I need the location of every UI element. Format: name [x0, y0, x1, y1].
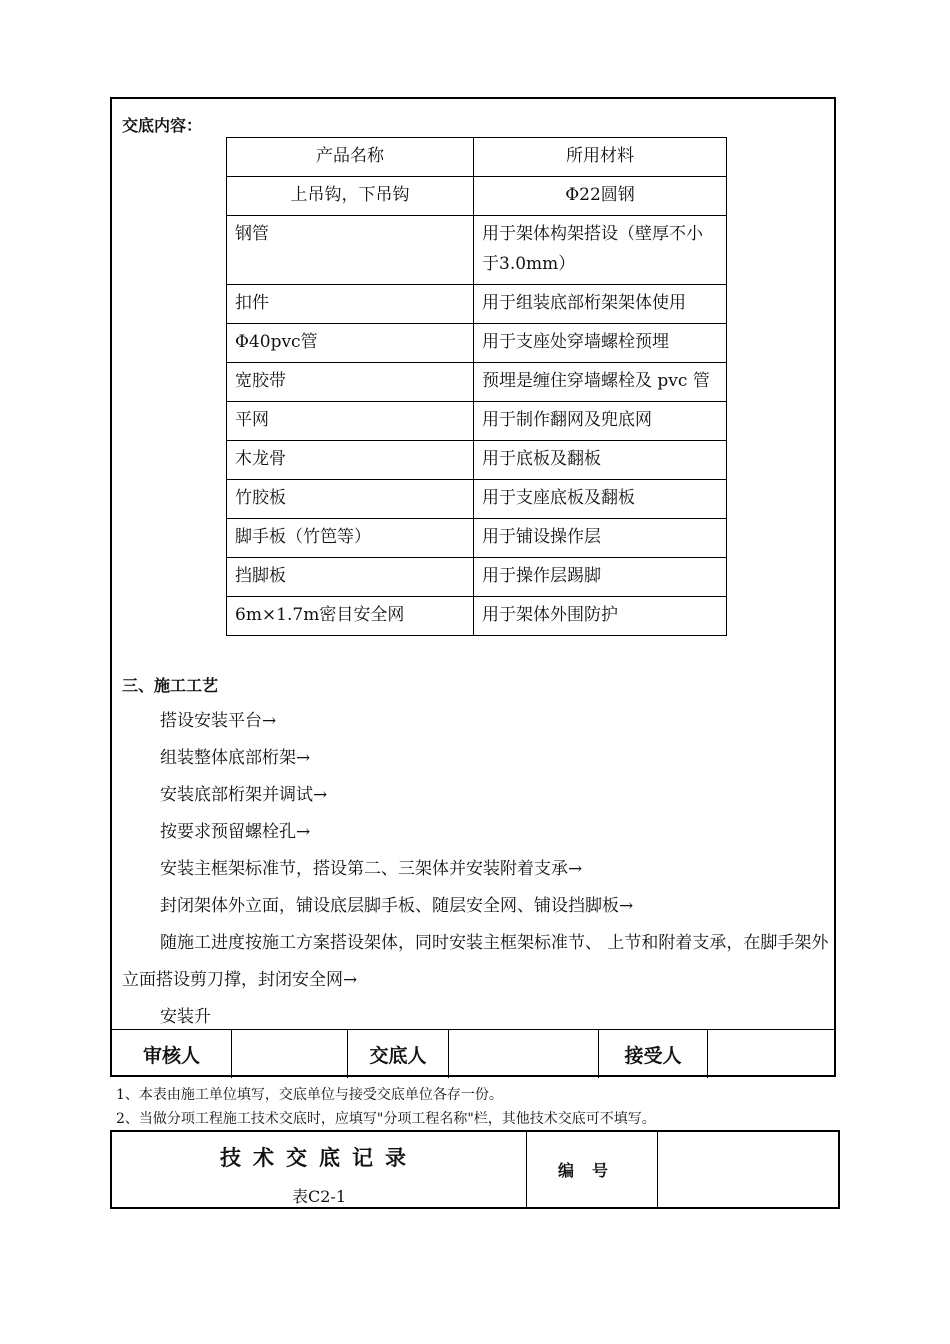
form-id: 表C2-1	[291, 1187, 346, 1206]
note-line: 1、本表由施工单位填写，交底单位与接受交底单位各存一份。	[116, 1087, 503, 1103]
record-footer	[110, 1130, 840, 1209]
material-cell: 用于支座底板及翻板	[474, 480, 727, 519]
table-header-row	[227, 138, 727, 177]
product-cell: 平网	[227, 402, 474, 441]
table-row	[227, 480, 727, 519]
process-step: 随施工进度按施工方案搭设架体，同时安装主框架标准节、 上节和附着支承，在脚手架外立面搭设剪刀撑，封闭安全网→	[122, 933, 829, 990]
material-cell: 用于组装底部桁架架体使用	[474, 285, 727, 324]
section-title: 三、施工工艺	[122, 676, 219, 695]
table-row	[227, 285, 727, 324]
notes	[116, 1083, 656, 1131]
content-label: 交底内容：	[122, 116, 203, 135]
product-cell: 钢管	[227, 216, 474, 285]
process-step: 安装升	[160, 1007, 211, 1027]
reviewer-field[interactable]	[232, 1030, 348, 1078]
materials-table	[226, 137, 727, 636]
product-cell: 宽胶带	[227, 363, 474, 402]
table-row	[227, 558, 727, 597]
process-step: 按要求预留螺栓孔→	[160, 822, 311, 842]
process-step: 安装底部桁架并调试→	[160, 785, 328, 805]
product-cell: 扣件	[227, 285, 474, 324]
material-cell: 用于制作翻网及兜底网	[474, 402, 727, 441]
material-cell: 用于架体构架搭设（壁厚不小于3.0mm）	[474, 216, 727, 285]
discloser-label: 交底人	[348, 1030, 449, 1078]
process-steps	[122, 703, 832, 1036]
disclosure-sheet	[110, 97, 836, 1077]
material-cell: 用于铺设操作层	[474, 519, 727, 558]
receiver-label: 接受人	[599, 1030, 708, 1078]
material-cell: 用于架体外围防护	[474, 597, 727, 636]
process-step: 封闭架体外立面，铺设底层脚手板、随层安全网、铺设挡脚板→	[160, 896, 634, 916]
material-cell: Φ22圆钢	[474, 177, 727, 216]
table-row	[227, 324, 727, 363]
header-product-name: 产品名称	[227, 138, 474, 177]
table-row	[227, 363, 727, 402]
process-step: 组装整体底部桁架→	[160, 748, 311, 768]
number-label: 编号	[527, 1132, 658, 1207]
process-step: 安装主框架标准节，搭设第二、三架体并安装附着支承→	[160, 859, 583, 879]
record-title: 技术交底记录	[220, 1145, 418, 1170]
product-cell: 6m×1.7m密目安全网	[227, 597, 474, 636]
process-step: 搭设安装平台→	[160, 711, 277, 731]
material-cell: 用于支座处穿墙螺栓预埋	[474, 324, 727, 363]
product-cell: 竹胶板	[227, 480, 474, 519]
product-cell: 脚手板（竹笆等）	[227, 519, 474, 558]
product-cell: 上吊钩，下吊钩	[227, 177, 474, 216]
table-row	[227, 402, 727, 441]
material-cell: 用于底板及翻板	[474, 441, 727, 480]
reviewer-label: 审核人	[112, 1030, 232, 1078]
material-cell: 预埋是缠住穿墙螺栓及 pvc 管	[474, 363, 727, 402]
product-cell: 木龙骨	[227, 441, 474, 480]
title-cell	[112, 1132, 527, 1207]
product-cell: 挡脚板	[227, 558, 474, 597]
number-field[interactable]	[658, 1132, 838, 1207]
header-material: 所用材料	[474, 138, 727, 177]
table-row	[227, 441, 727, 480]
table-row	[227, 216, 727, 285]
table-row	[227, 519, 727, 558]
signature-row	[112, 1029, 834, 1078]
table-row	[227, 177, 727, 216]
note-line: 2、当做分项工程施工技术交底时，应填写"分项工程名称"栏，其他技术交底可不填写。	[116, 1111, 656, 1127]
product-cell: Φ40pvc管	[227, 324, 474, 363]
receiver-field[interactable]	[708, 1030, 834, 1078]
discloser-field[interactable]	[449, 1030, 599, 1078]
material-cell: 用于操作层踢脚	[474, 558, 727, 597]
table-row	[227, 597, 727, 636]
